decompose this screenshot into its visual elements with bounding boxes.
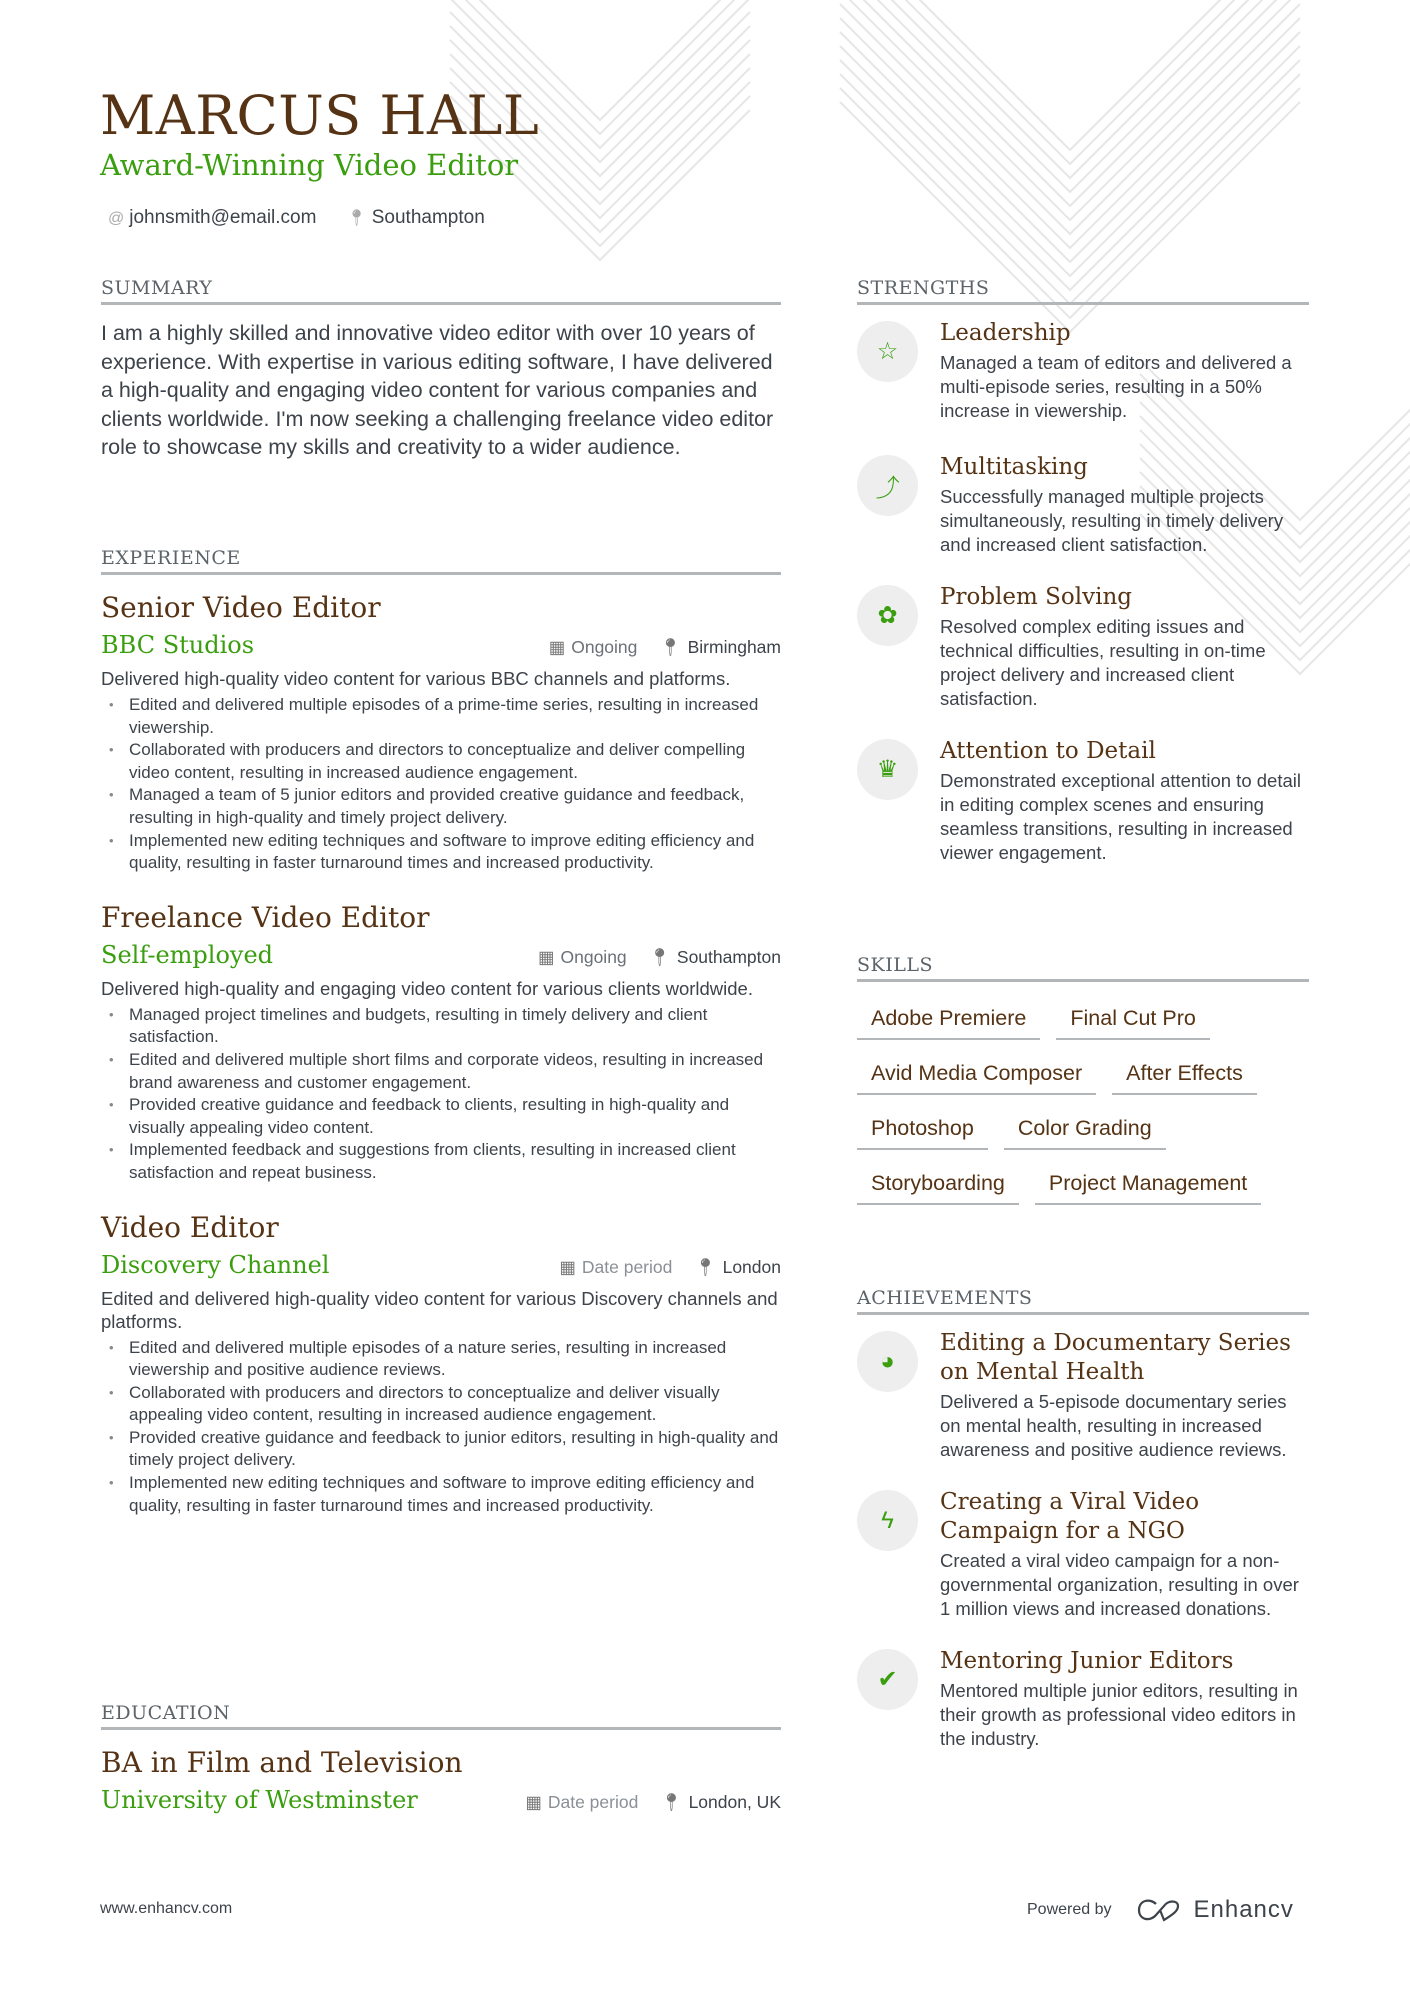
brand-name: Enhancv	[1193, 1896, 1294, 1923]
strengths-item	[857, 583, 1309, 711]
date: ▦ Date period	[525, 1792, 639, 1812]
skill-tag: Final Cut Pro	[1056, 1002, 1209, 1040]
item-text: Delivered a 5-episode documentary series on mental health, resulting in increased awareness and positive audience reviews.	[940, 1391, 1287, 1460]
strengths-section	[857, 277, 1309, 891]
bullet-item: • Implemented feedback and suggestions from clients, resulting in increased client satisfaction and repeat business.	[101, 1139, 781, 1184]
calendar-icon: ▦	[548, 637, 566, 657]
gear-icon: ✿	[857, 585, 918, 646]
school: University of Westminster	[101, 1786, 418, 1814]
location-text: Southampton	[371, 207, 485, 228]
location-pin-icon: 📍︎	[346, 210, 367, 227]
strengths-item	[857, 319, 1309, 423]
date: ▦ Date period	[559, 1256, 673, 1277]
at-icon: @	[108, 210, 125, 227]
bullet-list	[101, 1004, 781, 1185]
job-entry	[101, 899, 781, 1185]
item-text: Mentored multiple junior editors, resulting in their growth as professional video editors in the industry.	[940, 1680, 1298, 1749]
date: ▦ Ongoing	[537, 946, 627, 967]
bullet-item: • Edited and delivered multiple short films and corporate videos, resulting in increased brand awareness and customer engagement.	[101, 1049, 781, 1094]
skill-tag: Project Management	[1035, 1167, 1261, 1205]
bullet-item: • Edited and delivered multiple episodes of a nature series, resulting in increased viewership and positive audience reviews.	[101, 1337, 781, 1382]
achievements-section	[857, 1287, 1309, 1777]
candidate-name: MARCUS HALL	[100, 84, 540, 147]
bolt-icon: ϟ	[857, 1490, 918, 1551]
powered-by-text: Powered by	[1027, 1901, 1112, 1918]
item-title: Mentoring Junior Editors	[940, 1648, 1234, 1674]
candidate-title: Award-Winning Video Editor	[100, 148, 519, 182]
star-icon: ☆	[857, 321, 918, 382]
summary-text: I am a highly skilled and innovative video editor with over 10 years of experience. With expertise in various editing software, I have delivered a high-quality and engaging video content for various companies and clients worldwide. I'm now seeking a challenging freelance video editor role to showcase my skills and creativity to a wider audience.	[101, 321, 774, 460]
location-pin-icon: 📍︎	[660, 1792, 683, 1812]
bullet-item: • Edited and delivered multiple episodes of a prime-time series, resulting in increased viewership.	[101, 694, 781, 739]
check-icon: ✔	[857, 1649, 918, 1710]
skill-tag: Storyboarding	[857, 1167, 1019, 1205]
bullet-item: • Provided creative guidance and feedback to junior editors, resulting in high-quality and timely project delivery.	[101, 1427, 781, 1472]
job-entry	[101, 1209, 781, 1518]
summary-section	[101, 277, 781, 462]
bullet-list	[101, 694, 781, 875]
item-title: Problem Solving	[940, 584, 1132, 610]
date: ▦ Ongoing	[548, 637, 638, 657]
enhancv-logo-icon	[1136, 1898, 1182, 1922]
job-description: Delivered high-quality and engaging video content for various clients worldwide.	[101, 977, 753, 999]
enhancv-logo[interactable]	[1136, 1896, 1294, 1924]
item-text: Managed a team of editors and delivered a multi-episode series, resulting in a 50% increase in viewership.	[940, 352, 1292, 421]
job-description: Delivered high-quality video content for various BBC channels and platforms.	[101, 668, 731, 689]
item-text: Resolved complex editing issues and technical difficulties, resulting in on-time project delivery and increased client satisfaction.	[940, 616, 1266, 709]
job-description: Edited and delivered high-quality video content for various Discovery channels and platforms.	[101, 1287, 778, 1332]
website-link[interactable]: www.enhancv.com	[100, 1900, 233, 1917]
section-heading: SUMMARY	[101, 277, 781, 305]
item-text: Demonstrated exceptional attention to detail in editing complex scenes and ensuring seamless transitions, resulting in increased viewer engagement.	[940, 770, 1301, 863]
item-title: Creating a Viral Video Campaign for a NGO	[940, 1489, 1200, 1544]
skill-tag: Adobe Premiere	[857, 1002, 1040, 1040]
skills-section	[857, 954, 1309, 1205]
company: BBC Studios	[101, 631, 255, 659]
achievements-item	[857, 1647, 1309, 1751]
item-title: Attention to Detail	[940, 738, 1156, 764]
strengths-item	[857, 453, 1309, 557]
strengths-item	[857, 737, 1309, 865]
bullet-item: • Implemented new editing techniques and software to improve editing efficiency and quality, resulting in faster turnaround times and increased productivity.	[101, 1472, 781, 1517]
item-title: Multitasking	[940, 454, 1088, 480]
location: 📍︎ Southampton	[648, 946, 781, 967]
bullet-list	[101, 1337, 781, 1518]
bullet-item: • Provided creative guidance and feedback to clients, resulting in high-quality and visually appealing video content.	[101, 1094, 781, 1139]
job-title: Freelance Video Editor	[101, 900, 430, 934]
section-heading: EXPERIENCE	[101, 547, 781, 575]
bullet-item: • Implemented new editing techniques and software to improve editing efficiency and quality, resulting in faster turnaround times and increased productivity.	[101, 830, 781, 875]
location-pin-icon: 📍︎	[694, 1256, 717, 1277]
education-section	[101, 1702, 781, 1818]
location-pin-icon: 📍︎	[659, 637, 682, 657]
location: 📍︎ London	[694, 1256, 781, 1277]
item-text: Created a viral video campaign for a non-governmental organization, resulting in over 1 million views and increased donations.	[940, 1550, 1299, 1619]
section-heading: STRENGTHS	[857, 277, 1309, 305]
bullet-item: • Collaborated with producers and directors to conceptualize and deliver visually appealing video content, resulting in increased audience engagement.	[101, 1382, 781, 1427]
job-entry	[101, 589, 781, 875]
skill-tag: Color Grading	[1004, 1112, 1166, 1150]
strategy-icon: ⤴	[857, 455, 918, 516]
item-title: Editing a Documentary Series on Mental Health	[940, 1330, 1291, 1385]
email[interactable]	[108, 207, 316, 229]
location: 📍︎ Birmingham	[659, 637, 781, 657]
calendar-icon: ▦	[559, 1256, 576, 1277]
section-heading: EDUCATION	[101, 1702, 781, 1730]
job-title: Video Editor	[101, 1210, 279, 1244]
email-text: johnsmith@email.com	[129, 207, 317, 228]
location: 📍︎ London, UK	[660, 1792, 781, 1812]
head-icon: ◕	[857, 1331, 918, 1392]
bullet-item: • Managed project timelines and budgets, resulting in timely delivery and client satisfaction.	[101, 1004, 781, 1049]
skill-tag: Photoshop	[857, 1112, 988, 1150]
section-heading: SKILLS	[857, 954, 1309, 982]
calendar-icon: ▦	[537, 946, 555, 967]
section-heading: ACHIEVEMENTS	[857, 1287, 1309, 1315]
powered-by	[1027, 1896, 1294, 1924]
bullet-item: • Collaborated with producers and directors to conceptualize and deliver compelling video content, resulting in increased audience engagement.	[101, 739, 781, 784]
calendar-icon: ▦	[525, 1792, 542, 1812]
degree: BA in Film and Television	[101, 1746, 463, 1779]
skill-tag: Avid Media Composer	[857, 1057, 1096, 1095]
location	[346, 207, 484, 229]
item-title: Leadership	[940, 320, 1071, 346]
location-pin-icon: 📍︎	[648, 946, 671, 967]
achievements-item	[857, 1329, 1309, 1462]
company: Discovery Channel	[101, 1250, 330, 1279]
company: Self-employed	[101, 940, 274, 969]
job-title: Senior Video Editor	[101, 591, 381, 624]
skill-tag: After Effects	[1112, 1057, 1257, 1095]
achievements-item	[857, 1488, 1309, 1621]
experience-section	[101, 547, 781, 1541]
contact-info	[108, 207, 485, 229]
bullet-item: • Managed a team of 5 junior editors and provided creative guidance and feedback, resulting in high-quality and timely project delivery.	[101, 784, 781, 829]
trophy-icon: ♛	[857, 739, 918, 800]
item-text: Successfully managed multiple projects simultaneously, resulting in timely delivery and increased client satisfaction.	[940, 486, 1284, 555]
